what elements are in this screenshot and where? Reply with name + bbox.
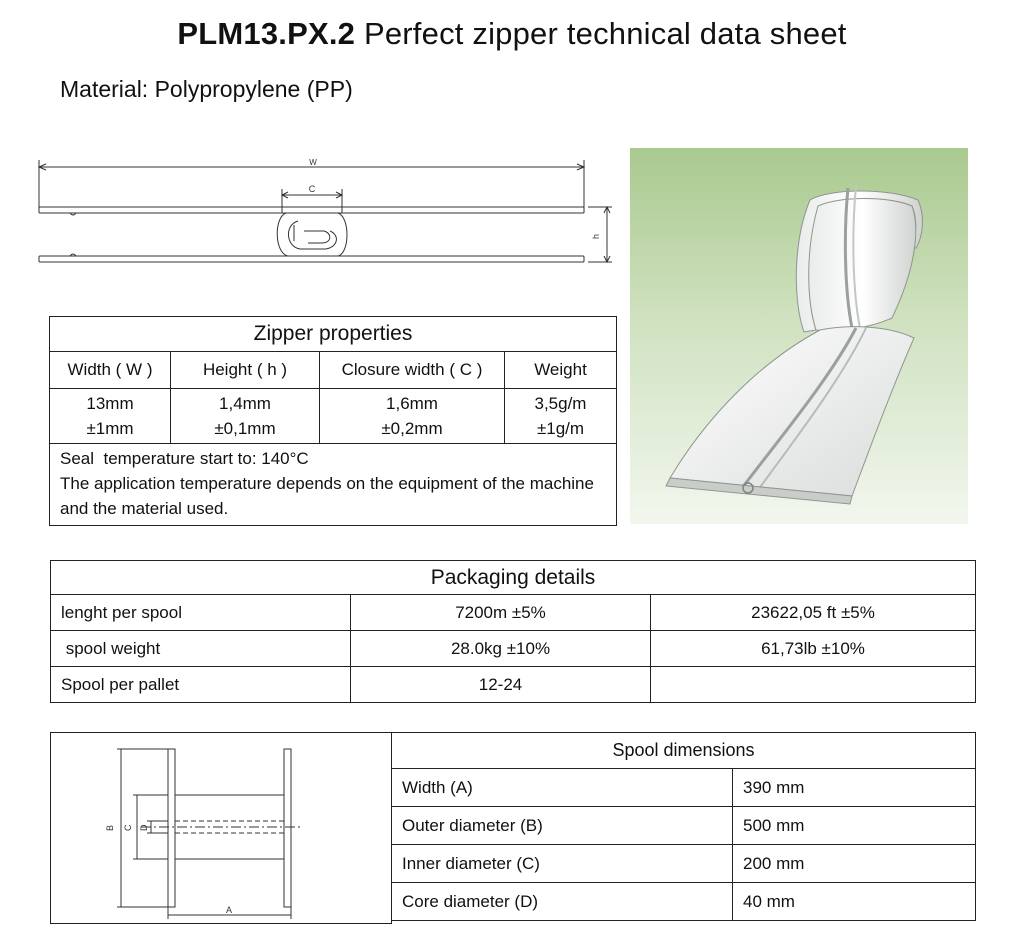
- spool-drawing-panel: [50, 732, 392, 924]
- spool-dimensions-title: Spool dimensions: [392, 733, 976, 769]
- value-tolerance: ±0,2mm: [381, 419, 443, 438]
- column-header: Closure width ( C ): [320, 352, 505, 389]
- table-row: [392, 807, 976, 845]
- width-value-cell: [50, 389, 171, 444]
- column-header: Height ( h ): [171, 352, 320, 389]
- table-row: [51, 595, 976, 631]
- column-header: Weight: [505, 352, 617, 389]
- row-label: Spool per pallet: [51, 667, 351, 703]
- zipper-render-illustration: [630, 148, 968, 524]
- row-value: 40 mm: [733, 883, 976, 921]
- row-value: 200 mm: [733, 845, 976, 883]
- metric-value: 7200m ±5%: [351, 595, 651, 631]
- spool-drawing: [51, 733, 391, 923]
- product-code: PLM13.PX.2: [177, 16, 356, 51]
- packaging-details-table: [50, 560, 976, 703]
- c-label: C: [308, 184, 316, 194]
- packaging-title: Packaging details: [51, 561, 976, 595]
- table-row: [392, 845, 976, 883]
- a-label: A: [225, 905, 233, 915]
- value-tolerance: ±0,1mm: [214, 419, 276, 438]
- d-label: D: [139, 824, 149, 831]
- table-row: [392, 883, 976, 921]
- weight-value-cell: [505, 389, 617, 444]
- table-row: [51, 667, 976, 703]
- c-label: C: [123, 824, 133, 831]
- row-label: Core diameter (D): [392, 883, 733, 921]
- row-label: spool weight: [51, 631, 351, 667]
- column-header: Width ( W ): [50, 352, 171, 389]
- page-title: [0, 16, 1024, 52]
- row-value: 500 mm: [733, 807, 976, 845]
- seal-temperature-note: Seal temperature start to: 140°C: [60, 449, 309, 468]
- table-row: [392, 769, 976, 807]
- row-label: Width (A): [392, 769, 733, 807]
- imperial-value: [651, 667, 976, 703]
- table-row: [51, 631, 976, 667]
- imperial-value: 61,73lb ±10%: [651, 631, 976, 667]
- zipper-properties-table: [49, 316, 617, 526]
- metric-value: 28.0kg ±10%: [351, 631, 651, 667]
- zipper-render-image: [630, 148, 968, 524]
- material-label: Material: Polypropylene (PP): [60, 76, 353, 102]
- imperial-value: 23622,05 ft ±5%: [651, 595, 976, 631]
- application-note: The application temperature depends on the equipment of the machine and the material used.: [60, 474, 594, 518]
- value-tolerance: ±1mm: [86, 419, 134, 438]
- row-label: Outer diameter (B): [392, 807, 733, 845]
- value-tolerance: ±1g/m: [536, 419, 585, 438]
- b-label: B: [105, 824, 115, 831]
- value-main: 1,6mm: [386, 394, 438, 413]
- h-label: h: [591, 233, 601, 239]
- spool-dimensions-table: [391, 732, 976, 921]
- value-main: 13mm: [86, 394, 134, 413]
- row-label: lenght per spool: [51, 595, 351, 631]
- closure-width-value-cell: [320, 389, 505, 444]
- metric-value: 12-24: [351, 667, 651, 703]
- w-label: W: [309, 158, 317, 167]
- zipper-profile-drawing: [36, 155, 616, 275]
- notes-cell: [50, 444, 617, 526]
- height-value-cell: [171, 389, 320, 444]
- title-text: Perfect zipper technical data sheet: [363, 16, 847, 51]
- value-main: 3,5g/m: [534, 394, 587, 413]
- zipper-properties-title: Zipper properties: [50, 317, 617, 352]
- row-label: Inner diameter (C): [392, 845, 733, 883]
- row-value: 390 mm: [733, 769, 976, 807]
- value-main: 1,4mm: [219, 394, 271, 413]
